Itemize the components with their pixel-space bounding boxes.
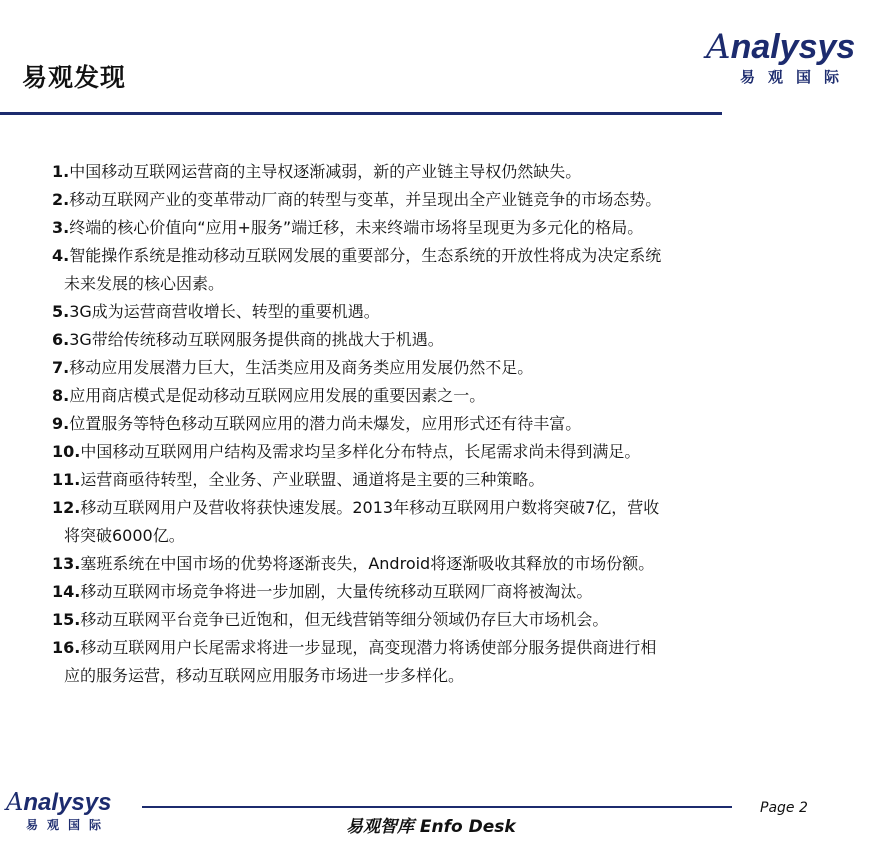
logo-wordmark-text: nalysys <box>730 28 856 66</box>
finding-item <box>52 550 812 578</box>
finding-item <box>52 382 812 410</box>
finding-text: 应用商店模式是促动移动互联网应用发展的重要因素之一。 <box>69 386 486 405</box>
finding-text: 塞班系统在中国市场的优势将逐渐丧失，Android将逐渐吸收其释放的市场份额。 <box>80 554 655 573</box>
finding-text: 终端的核心价值向“应用+服务”端迁移，未来终端市场将呈现更为多元化的格局。 <box>69 218 644 237</box>
footer-brand: 易观智库 Enfo Desk <box>346 817 516 837</box>
finding-text: 移动互联网用户及营收将获快速发展。2013年移动互联网用户数将突破7亿，营收 <box>80 498 660 517</box>
finding-number: 15. <box>52 610 81 629</box>
page-title: 易观发现 <box>22 63 127 92</box>
finding-text: 中国移动互联网运营商的主导权逐渐减弱，新的产业链主导权仍然缺失。 <box>69 162 582 181</box>
page-number: Page 2 <box>760 800 808 816</box>
finding-item <box>52 466 812 494</box>
finding-text: 移动应用发展潜力巨大，生活类应用及商务类应用发展仍然不足。 <box>69 358 534 377</box>
finding-item <box>52 438 812 466</box>
finding-number: 12. <box>52 498 81 517</box>
finding-item <box>52 186 812 214</box>
finding-text: 3G成为运营商营收增长、转型的重要机遇。 <box>69 302 380 321</box>
finding-number: 5. <box>52 302 70 321</box>
finding-text: 移动互联网产业的变革带动厂商的转型与变革，并呈现出全产业链竞争的市场态势。 <box>69 190 662 209</box>
finding-number: 10. <box>52 442 81 461</box>
finding-item <box>52 410 812 438</box>
finding-number: 11. <box>52 470 81 489</box>
finding-text-continued: 应的服务运营，移动互联网应用服务市场进一步多样化。 <box>64 666 465 685</box>
finding-number: 4. <box>52 246 70 265</box>
finding-text: 移动互联网用户长尾需求将进一步显现，高变现潜力将诱使部分服务提供商进行相 <box>80 638 657 657</box>
finding-text: 智能操作系统是推动移动互联网发展的重要部分，生态系统的开放性将成为决定系统 <box>69 246 662 265</box>
header-divider <box>0 112 722 115</box>
finding-number: 3. <box>52 218 70 237</box>
finding-item <box>52 354 812 382</box>
finding-number: 8. <box>52 386 70 405</box>
finding-item <box>52 158 812 186</box>
findings-list <box>52 158 812 690</box>
finding-number: 6. <box>52 330 70 349</box>
finding-number: 9. <box>52 414 70 433</box>
finding-item <box>52 494 812 550</box>
finding-item <box>52 326 812 354</box>
finding-item <box>52 606 812 634</box>
finding-text: 位置服务等特色移动互联网应用的潜力尚未爆发，应用形式还有待丰富。 <box>69 414 582 433</box>
footer-logo-wordmark-text: nalysys <box>23 789 112 816</box>
finding-text: 移动互联网平台竞争已近饱和，但无线营销等细分领域仍存巨大市场机会。 <box>80 610 609 629</box>
footer-logo-initial: A <box>6 788 24 816</box>
finding-text-continued: 未来发展的核心因素。 <box>64 274 225 293</box>
logo-wordmark <box>706 27 856 67</box>
finding-number: 1. <box>52 162 70 181</box>
finding-text: 移动互联网市场竞争将进一步加剧，大量传统移动互联网厂商将被淘汰。 <box>80 582 593 601</box>
analysys-logo <box>706 27 856 87</box>
finding-number: 16. <box>52 638 81 657</box>
finding-item <box>52 242 812 298</box>
finding-number: 7. <box>52 358 70 377</box>
finding-text-continued: 将突破6000亿。 <box>64 526 185 545</box>
logo-initial: A <box>706 27 731 67</box>
footer-logo-chinese-name: 易观国际 <box>26 818 111 832</box>
finding-item <box>52 634 812 690</box>
finding-item <box>52 298 812 326</box>
finding-item <box>52 214 812 242</box>
footer-logo-wordmark <box>6 790 121 815</box>
finding-item <box>52 578 812 606</box>
footer-divider <box>142 806 732 808</box>
logo-chinese-name: 易观国际 <box>740 68 853 86</box>
finding-number: 13. <box>52 554 81 573</box>
finding-number: 2. <box>52 190 70 209</box>
finding-text: 3G带给传统移动互联网服务提供商的挑战大于机遇。 <box>69 330 444 349</box>
finding-text: 中国移动互联网用户结构及需求均呈多样化分布特点，长尾需求尚未得到满足。 <box>80 442 641 461</box>
footer-analysys-logo <box>6 790 121 833</box>
finding-number: 14. <box>52 582 81 601</box>
finding-text: 运营商亟待转型，全业务、产业联盟、通道将是主要的三种策略。 <box>80 470 545 489</box>
